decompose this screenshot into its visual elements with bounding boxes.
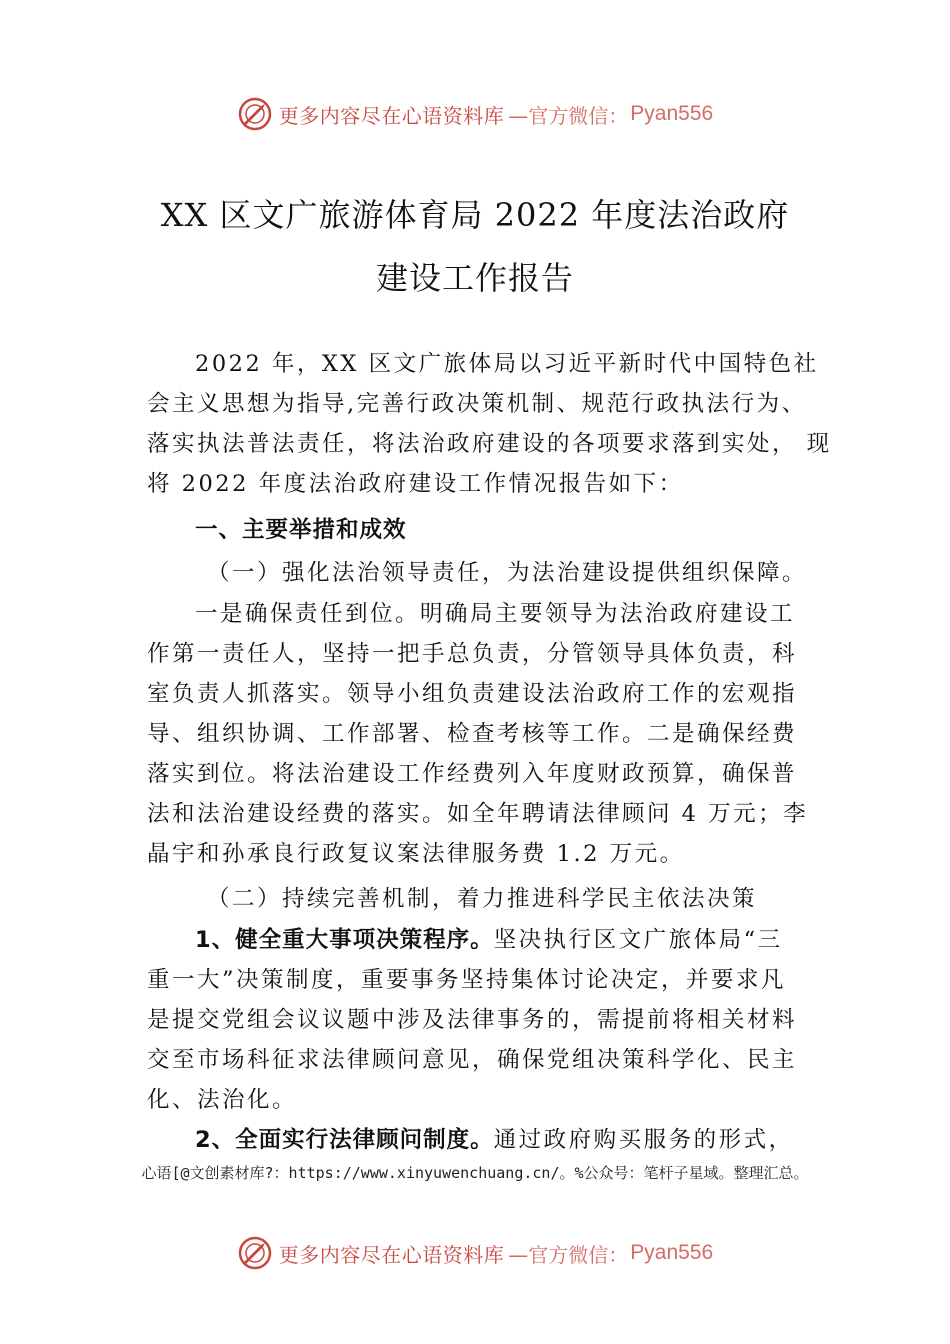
banner-main-text: 更多内容尽在心语资料库 [278, 103, 505, 128]
paragraph-line: 导、组织协调、工作部署、检查考核等工作。二是确保经费 [147, 721, 798, 747]
section-heading [147, 510, 807, 550]
document-title-line2: 建设工作报告 [375, 259, 574, 297]
item-bold-heading: 2、全面实行法律顾问制度。 [195, 1127, 494, 1153]
item-line: 交至市场科征求法律顾问意见，确保党组决策科学化、民主 [147, 1047, 798, 1073]
banner-wechat-id: Pyan556 [630, 102, 714, 125]
subsection-heading-text: （一）强化法治领导责任，为法治建设提供组织保障。 [207, 560, 808, 586]
intro-line: 落实执法普法责任，将法治政府建设的各项要求落到实处， 现 [147, 431, 832, 457]
banner-wechat-label: —官方微信： [508, 1242, 629, 1267]
paragraph-responsibility [147, 594, 807, 874]
section-heading-text: 一、主要举措和成效 [195, 517, 407, 543]
footer-banner [0, 1233, 950, 1273]
paragraph-line: 室负责人抓落实。领导小组负责建设法治政府工作的宏观指 [147, 681, 798, 707]
paragraph-line: 法和法治建设经费的落实。如全年聘请法律顾问 4 万元；李 [147, 801, 809, 827]
logo-icon [237, 1235, 273, 1271]
item-decision-procedure [147, 920, 807, 1120]
item-text: 通过政府购买服务的形式， [493, 1127, 794, 1153]
document-title-line1: XX 区文广旅游体育局 2022 年度法治政府 [160, 196, 790, 234]
logo-icon [237, 96, 273, 132]
subsection-heading-1 [147, 553, 807, 593]
banner-wechat-id: Pyan556 [630, 1241, 714, 1264]
paragraph-line: 作第一责任人，坚持一把手总负责，分管领导具体负责，科 [147, 641, 798, 667]
subsection-heading-text: （二）持续完善机制，着力推进科学民主依法决策 [207, 886, 758, 912]
paragraph-line: 晶宇和孙承良行政复议案法律服务费 1.2 万元。 [147, 841, 685, 867]
item-text: 坚决执行区文广旅体局“三 [493, 927, 783, 953]
subsection-heading-2 [147, 879, 807, 919]
intro-line: 将 2022 年度法治政府建设工作情况报告如下： [147, 471, 684, 497]
paragraph-line: 落实到位。将法治建设工作经费列入年度财政预算，确保普 [147, 761, 798, 787]
banner-wechat-label: —官方微信： [508, 103, 629, 128]
header-banner [0, 94, 950, 134]
intro-line: 会主义思想为指导,完善行政决策机制、规范行政执法行为、 [147, 391, 807, 417]
item-line: 化、法治化。 [147, 1087, 298, 1113]
item-line: 是提交党组会议议题中涉及法律事务的，需提前将相关材料 [147, 1007, 798, 1033]
item-legal-advisor [147, 1120, 807, 1160]
intro-paragraph [147, 344, 832, 504]
banner-main-text: 更多内容尽在心语资料库 [278, 1242, 505, 1267]
paragraph-line: 一是确保责任到位。明确局主要领导为法治政府建设工 [195, 601, 796, 627]
item-bold-heading: 1、健全重大事项决策程序。 [195, 927, 494, 953]
footer-source-note: 心语[@文创素材库?：https://www.xinyuwenchuang.cn/。%公众号：笔杆子星域。整理汇总。 [141, 1164, 809, 1182]
item-line: 重一大”决策制度，重要事务坚持集体讨论决定，并要求凡 [147, 967, 787, 993]
intro-line: 2022 年，XX 区文广旅体局以习近平新时代中国特色社 [195, 351, 819, 377]
